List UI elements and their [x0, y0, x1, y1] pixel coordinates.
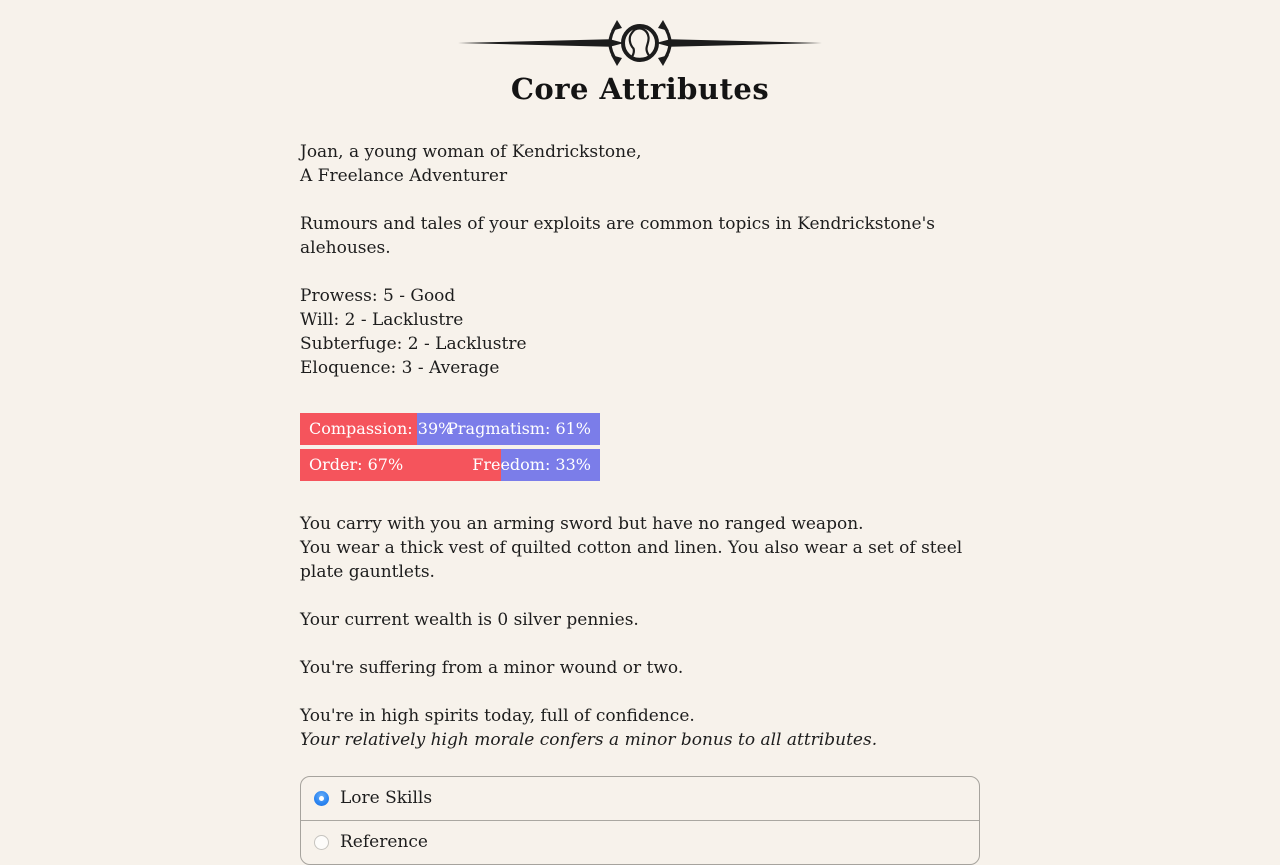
page-title: Core Attributes — [510, 72, 770, 106]
bar-compassion-pragmatism — [300, 413, 600, 445]
morale-note-line: Your relatively high morale confers a minor bonus to all attributes. — [300, 730, 878, 750]
attribute-prowess: Prowess: 5 - Good — [300, 286, 456, 306]
equipment-text — [300, 512, 980, 584]
bar-freedom-label: Freedom: 33% — [472, 455, 591, 474]
divider-blade-right — [656, 39, 822, 47]
bar-compassion-label: Compassion: 39% — [309, 419, 454, 438]
radio-button-icon[interactable] — [314, 835, 329, 850]
attribute-subterfuge: Subterfuge: 2 - Lacklustre — [300, 334, 527, 354]
radio-button-icon[interactable] — [314, 791, 329, 806]
cameo-ring — [623, 26, 657, 60]
stats-header — [0, 0, 1280, 104]
reputation-text: Rumours and tales of your exploits are common topics in Kendrickstone's alehouses. — [300, 214, 935, 258]
health-text: You're suffering from a minor wound or two. — [300, 658, 684, 678]
stats-content — [300, 140, 980, 865]
morale-status-line: You're in high spirits today, full of confidence. — [300, 706, 695, 726]
morale-text — [300, 704, 980, 752]
cameo-divider-ornament — [458, 14, 822, 72]
attributes-list — [300, 284, 980, 380]
opposed-pair-bars — [300, 413, 600, 481]
option-label: Reference — [340, 832, 428, 852]
bar-pragmatism-label: Pragmatism: 61% — [447, 419, 591, 438]
weapons-line: You carry with you an arming sword but have no ranged weapon. — [300, 514, 864, 534]
option-lore-skills[interactable] — [301, 777, 979, 820]
bar-order-freedom — [300, 449, 600, 481]
stat-view-options — [300, 776, 980, 865]
attribute-will: Will: 2 - Lacklustre — [300, 310, 464, 330]
option-reference[interactable] — [301, 820, 979, 864]
divider-blade-left — [458, 39, 624, 47]
wealth-text: Your current wealth is 0 silver pennies. — [300, 610, 639, 630]
character-summary — [300, 140, 980, 188]
armour-line: You wear a thick vest of quilted cotton and linen. You also wear a set of steel plate gauntlets. — [300, 538, 963, 582]
option-label: Lore Skills — [340, 788, 433, 808]
character-name-line: Joan, a young woman of Kendrickstone, — [300, 142, 642, 162]
character-class-line: A Freelance Adventurer — [300, 166, 508, 186]
attribute-eloquence: Eloquence: 3 - Average — [300, 358, 500, 378]
bar-order-label: Order: 67% — [309, 455, 404, 474]
